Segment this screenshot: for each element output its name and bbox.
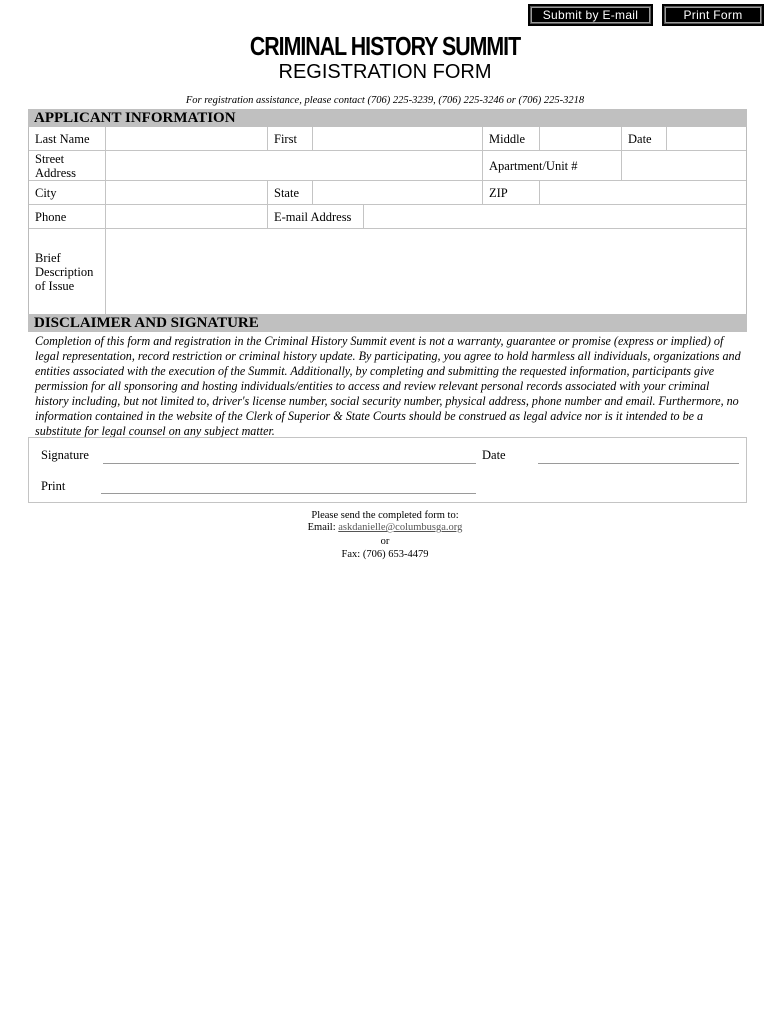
signature-box [28,437,747,503]
state-field[interactable] [312,181,482,204]
footer-email-label: Email: [307,522,336,533]
last-name-field[interactable] [105,127,267,150]
signature-label: Signature [41,448,89,462]
footer-send-text: Please send the completed form to: [311,510,459,521]
print-form-button[interactable]: Print Form [662,4,764,26]
applicant-grid [28,127,747,314]
footer-email-link[interactable]: askdanielle@columbusga.org [338,522,463,533]
zip-label: ZIP [482,181,539,204]
last-name-label: Last Name [35,131,90,146]
footer-fax-text: Fax: (706) 653-4479 [341,549,429,560]
disclaimer-text: Completion of this form and registration in the Criminal History Summit event is not a warranty, guarantee or promise (express or implied) of legal representation, record restriction or criminal history update. By participating, you agree to hold harmless all individuals, organizations and entities associated with the execution of the Summit. Additionally, by completing and submitting the requested information, participants give permission for all sponsoring and hosting individuals/entities to access and review relevant personal records associated with your criminal history including, but not limited to, driver's license number, social security number, physical address, phone number and email. Furthermore, no information contained in the website of the Clerk of Superior & State Courts should be construed as legal advice nor is it intended to be a substitute for legal counsel on any subject matter. [35,334,741,438]
brief-label-line3: of Issue [35,278,75,293]
middle-name-label: Middle [482,127,539,150]
form-subtitle: REGISTRATION FORM [278,61,492,83]
city-field[interactable] [105,181,267,204]
contact-row [29,205,746,229]
street-address-label [29,151,105,180]
print-name-line[interactable] [101,493,476,494]
name-row [29,127,746,151]
phone-label: Phone [35,209,67,224]
print-name-label: Print [41,479,66,493]
address-row [29,151,746,181]
signature-date-line[interactable] [538,463,739,464]
footer-email [0,521,770,535]
street-label-line2: Address [35,165,76,180]
assistance-contact-text: For registration assistance, please contact (706) 225-3239, (706) 225-3246 or (706) 225-3218 [185,95,585,106]
phone-field[interactable] [105,205,267,228]
middle-name-field[interactable] [539,127,621,150]
apartment-field[interactable] [621,151,746,180]
date-field[interactable] [666,127,746,150]
footer-or-text: or [380,536,390,547]
brief-label-line1: Brief [35,250,61,265]
description-row [29,229,746,314]
email-address-label: E-mail Address [267,205,363,228]
first-name-field[interactable] [312,127,482,150]
state-label: State [267,181,312,204]
zip-field[interactable] [539,181,746,204]
city-label: City [35,185,57,200]
signature-line[interactable] [103,463,476,464]
apartment-label: Apartment/Unit # [482,151,621,180]
signature-date-label: Date [482,448,506,462]
form-title: CRIMINAL HISTORY SUMMIT [249,31,521,61]
email-address-field[interactable] [363,205,746,228]
disclaimer-section-heading: DISCLAIMER AND SIGNATURE [28,314,747,332]
brief-label-line2: Description [35,264,94,279]
brief-description-field[interactable] [105,229,746,314]
street-label-line1: Street [35,151,65,166]
street-address-field[interactable] [105,151,482,180]
date-label: Date [621,127,666,150]
city-row [29,181,746,205]
first-name-label: First [267,127,312,150]
brief-description-label [29,229,105,314]
submit-by-email-button[interactable]: Submit by E-mail [528,4,653,26]
applicant-section-heading: APPLICANT INFORMATION [28,109,747,127]
